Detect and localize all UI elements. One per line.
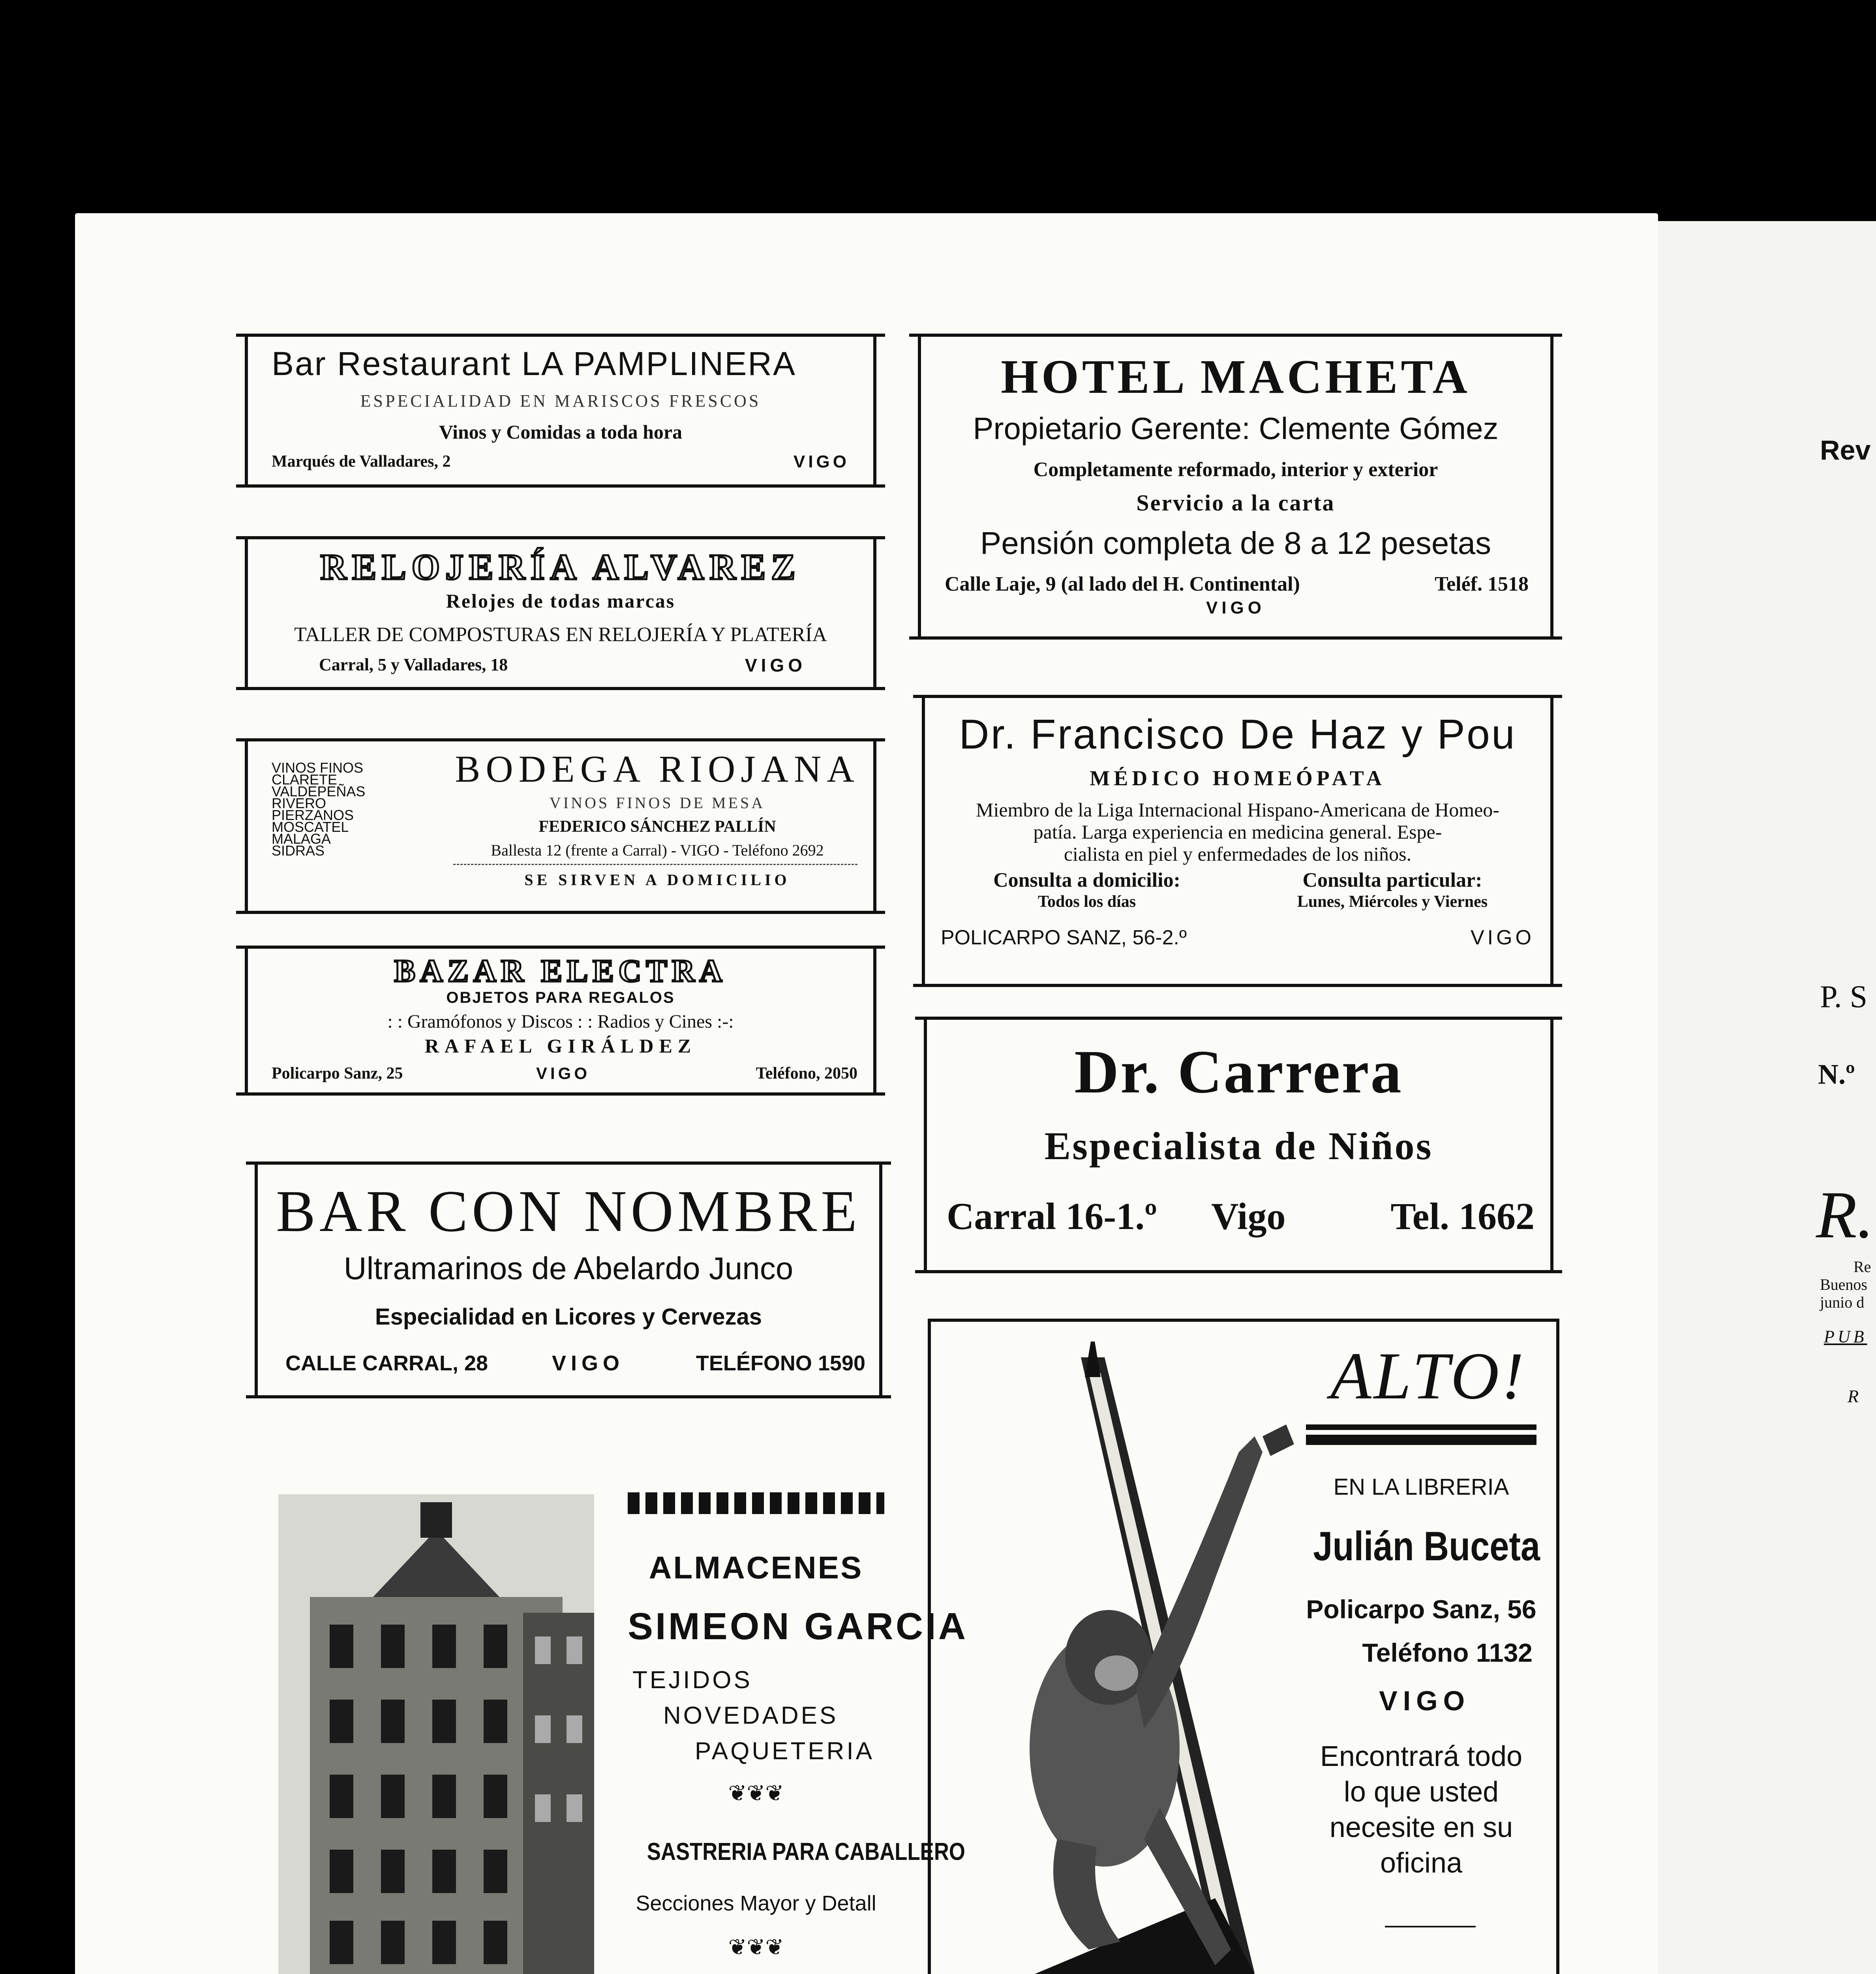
bodega-wine: VALDEPEÑAS: [272, 783, 366, 799]
bodega-sub: VINOS FINOS DE MESA: [549, 794, 765, 812]
ornament-border: [628, 1492, 884, 1514]
haz-city: VIGO: [1470, 926, 1535, 949]
alto-city: VIGO: [1379, 1685, 1471, 1716]
hotel-owner: Propietario Gerente: Clemente Gómez: [973, 411, 1499, 446]
haz-right-heading: Consulta particular:: [1302, 869, 1482, 891]
alto-line1: EN LA LIBRERIA: [1333, 1474, 1509, 1500]
alto-copy1: Encontrará todo: [1320, 1741, 1523, 1772]
almacenes-tailor: SASTRERIA PARA CABALLERO: [647, 1838, 965, 1865]
ad-alto-libreria: [928, 1319, 1559, 1974]
facing-text-ps: P. S: [1820, 979, 1868, 1014]
relojeria-line2: TALLER DE COMPOSTURAS EN RELOJERÍA Y PLATERÍA: [294, 623, 827, 646]
hotel-name: HOTEL MACHETA: [1001, 350, 1471, 403]
ad-bazar: [245, 946, 876, 1096]
carrera-name: Dr. Carrera: [1074, 1038, 1403, 1106]
alto-name: Julián Buceta: [1313, 1524, 1540, 1569]
rule: [915, 1270, 1562, 1273]
haz-left-heading: Consulta a domicilio:: [993, 869, 1180, 891]
rule: [236, 1092, 885, 1096]
facing-text-re: Re: [1853, 1258, 1871, 1276]
alto-copy2: lo que usted: [1343, 1776, 1499, 1808]
alto-title: ALTO!: [1330, 1339, 1526, 1413]
divider: [1385, 1926, 1476, 1927]
almacenes-item: PAQUETERIA: [695, 1738, 875, 1765]
rule: [236, 536, 885, 539]
relojeria-line1: Relojes de todas marcas: [446, 590, 675, 612]
almacenes-item: NOVEDADES: [663, 1702, 839, 1729]
pamplinera-name: Bar Restaurant LA PAMPLINERA: [272, 345, 796, 382]
hotel-line2: Servicio a la carta: [1136, 490, 1335, 516]
bodega-wine: MALAGA: [272, 831, 331, 847]
carrera-address: Carral 16-1.º: [947, 1195, 1157, 1237]
rule: [909, 636, 1562, 640]
rule: [236, 687, 885, 690]
ad-relojeria: [245, 536, 876, 690]
bodega-owner: FEDERICO SÁNCHEZ PALLÍN: [538, 818, 776, 836]
ornament-icon: ❦❦❦: [728, 1781, 784, 1806]
building-illustration: [278, 1494, 594, 1974]
haz-desc3: cialista en piel y enfermedades de los niños.: [1064, 843, 1412, 865]
ornament-icon: ❦❦❦: [728, 1935, 784, 1960]
facing-text-pub: PUB: [1824, 1327, 1867, 1346]
bodega-delivery: SE SIRVEN A DOMICILIO: [524, 871, 790, 889]
ad-bodega: [245, 738, 876, 914]
rule: [236, 484, 885, 488]
bazar-line1: OBJETOS PARA REGALOS: [446, 989, 675, 1006]
hotel-city: VIGO: [1206, 598, 1266, 617]
ad-bar-con-nombre: [255, 1162, 882, 1398]
hotel-line3: Pensión completa de 8 a 12 pesetas: [980, 525, 1491, 561]
ad-dr-de-haz: [922, 695, 1553, 987]
rule: [246, 1395, 891, 1398]
rule: [246, 1162, 891, 1165]
almacenes-name1: ALMACENES: [649, 1550, 863, 1585]
barnombre-address: CALLE CARRAL, 28: [285, 1351, 488, 1375]
haz-right-sub: Lunes, Miércoles y Viernes: [1297, 893, 1488, 911]
building-photo: [278, 1494, 594, 1974]
divider: [1306, 1435, 1536, 1445]
bazar-name: BAZAR ELECTRA: [394, 954, 727, 989]
barnombre-owner: Ultramarinos de Abelardo Junco: [343, 1251, 794, 1286]
alto-copy4: oficina: [1380, 1847, 1463, 1879]
haz-left-sub: Todos los días: [1037, 893, 1136, 911]
rule: [236, 946, 885, 949]
divider: [453, 864, 857, 865]
alto-copy3: necesite en su: [1329, 1812, 1513, 1843]
relojeria-name: RELOJERÍA ALVAREZ: [320, 547, 801, 587]
haz-address: POLICARPO SANZ, 56-2.º: [941, 926, 1187, 949]
pamplinera-city: VIGO: [793, 452, 850, 471]
bazar-phone: Teléfono, 2050: [756, 1064, 857, 1083]
facing-text-rev: Rev: [1820, 435, 1871, 465]
advertisement-page: [75, 213, 1658, 1974]
barnombre-city: VIGO: [552, 1351, 625, 1375]
facing-text-junio: junio d: [1820, 1293, 1865, 1311]
rule: [236, 738, 885, 741]
almacenes-item: TEJIDOS: [632, 1666, 752, 1694]
monkey-pen-illustration: [939, 1334, 1294, 1974]
bodega-wine: CLARETE: [272, 771, 338, 788]
pamplinera-line: Vinos y Comidas a toda hora: [439, 421, 683, 443]
alto-phone: Teléfono 1132: [1362, 1638, 1533, 1667]
haz-desc2: patía. Larga experiencia en medicina general. Espe-: [1033, 821, 1442, 843]
barnombre-specialty: Especialidad en Licores y Cervezas: [375, 1304, 762, 1330]
bazar-line2: : : Gramófonos y Discos : : Radios y Cines :-:: [387, 1011, 734, 1032]
bazar-city: VIGO: [536, 1064, 591, 1083]
rule: [909, 334, 1562, 337]
facing-text-r2: R: [1848, 1386, 1859, 1406]
carrera-specialty: Especialista de Niños: [1044, 1124, 1433, 1168]
pamplinera-address: Marqués de Valladares, 2: [272, 452, 451, 471]
carrera-city: Vigo: [1211, 1195, 1286, 1237]
facing-text-buenos: Buenos: [1820, 1276, 1867, 1293]
hotel-line1: Completamente reformado, interior y exterior: [1033, 458, 1438, 481]
almacenes-sections: Secciones Mayor y Detall: [636, 1891, 876, 1915]
bazar-owner: RAFAEL GIRÁLDEZ: [424, 1035, 697, 1057]
relojeria-city: VIGO: [745, 655, 806, 676]
bodega-wine: MOSCATEL: [272, 819, 349, 835]
haz-title: MÉDICO HOMEÓPATA: [1090, 766, 1386, 790]
hotel-phone: Teléf. 1518: [1435, 573, 1529, 595]
rule: [913, 984, 1562, 987]
relojeria-address: Carral, 5 y Valladares, 18: [319, 655, 508, 674]
barnombre-name: BAR CON NOMBRE: [276, 1178, 861, 1244]
barnombre-phone: TELÉFONO 1590: [696, 1351, 865, 1375]
carrera-phone: Tel. 1662: [1390, 1195, 1535, 1237]
facing-page: [1644, 221, 1876, 1974]
pamplinera-specialty: ESPECIALIDAD EN MARISCOS FRESCOS: [360, 391, 761, 411]
facing-text-r: R.: [1816, 1178, 1874, 1252]
haz-name: Dr. Francisco De Haz y Pou: [959, 711, 1516, 758]
bodega-wine: VINOS FINOS: [272, 760, 364, 776]
haz-desc1: Miembro de la Liga Internacional Hispano-Americana de Homeo-: [976, 799, 1499, 821]
bodega-wine: RIVERO: [272, 795, 326, 811]
bodega-wine: SIDRAS: [272, 843, 325, 859]
ad-hotel-macheta: [918, 334, 1553, 640]
ad-almacenes: [628, 1492, 968, 1974]
rule: [236, 334, 885, 337]
almacenes-name2: SIMEON GARCIA: [628, 1605, 968, 1648]
alto-address: Policarpo Sanz, 56: [1306, 1595, 1536, 1624]
bodega-address: Ballesta 12 (frente a Carral) - VIGO - Teléfono 2692: [491, 841, 824, 859]
ad-dr-carrera: [924, 1017, 1553, 1273]
facing-text-no: N.º: [1818, 1058, 1855, 1090]
rule: [236, 911, 885, 914]
rule: [915, 1017, 1562, 1020]
bodega-name: BODEGA RIOJANA: [455, 748, 860, 790]
bodega-wine: PIERZANOS: [272, 807, 354, 823]
bazar-address: Policarpo Sanz, 25: [272, 1064, 403, 1083]
divider: [1306, 1424, 1536, 1430]
bodega-wine-list: [272, 762, 365, 857]
rule: [913, 695, 1562, 698]
hotel-address: Calle Laje, 9 (al lado del H. Continental): [945, 573, 1300, 595]
ad-pamplinera: [245, 334, 876, 488]
